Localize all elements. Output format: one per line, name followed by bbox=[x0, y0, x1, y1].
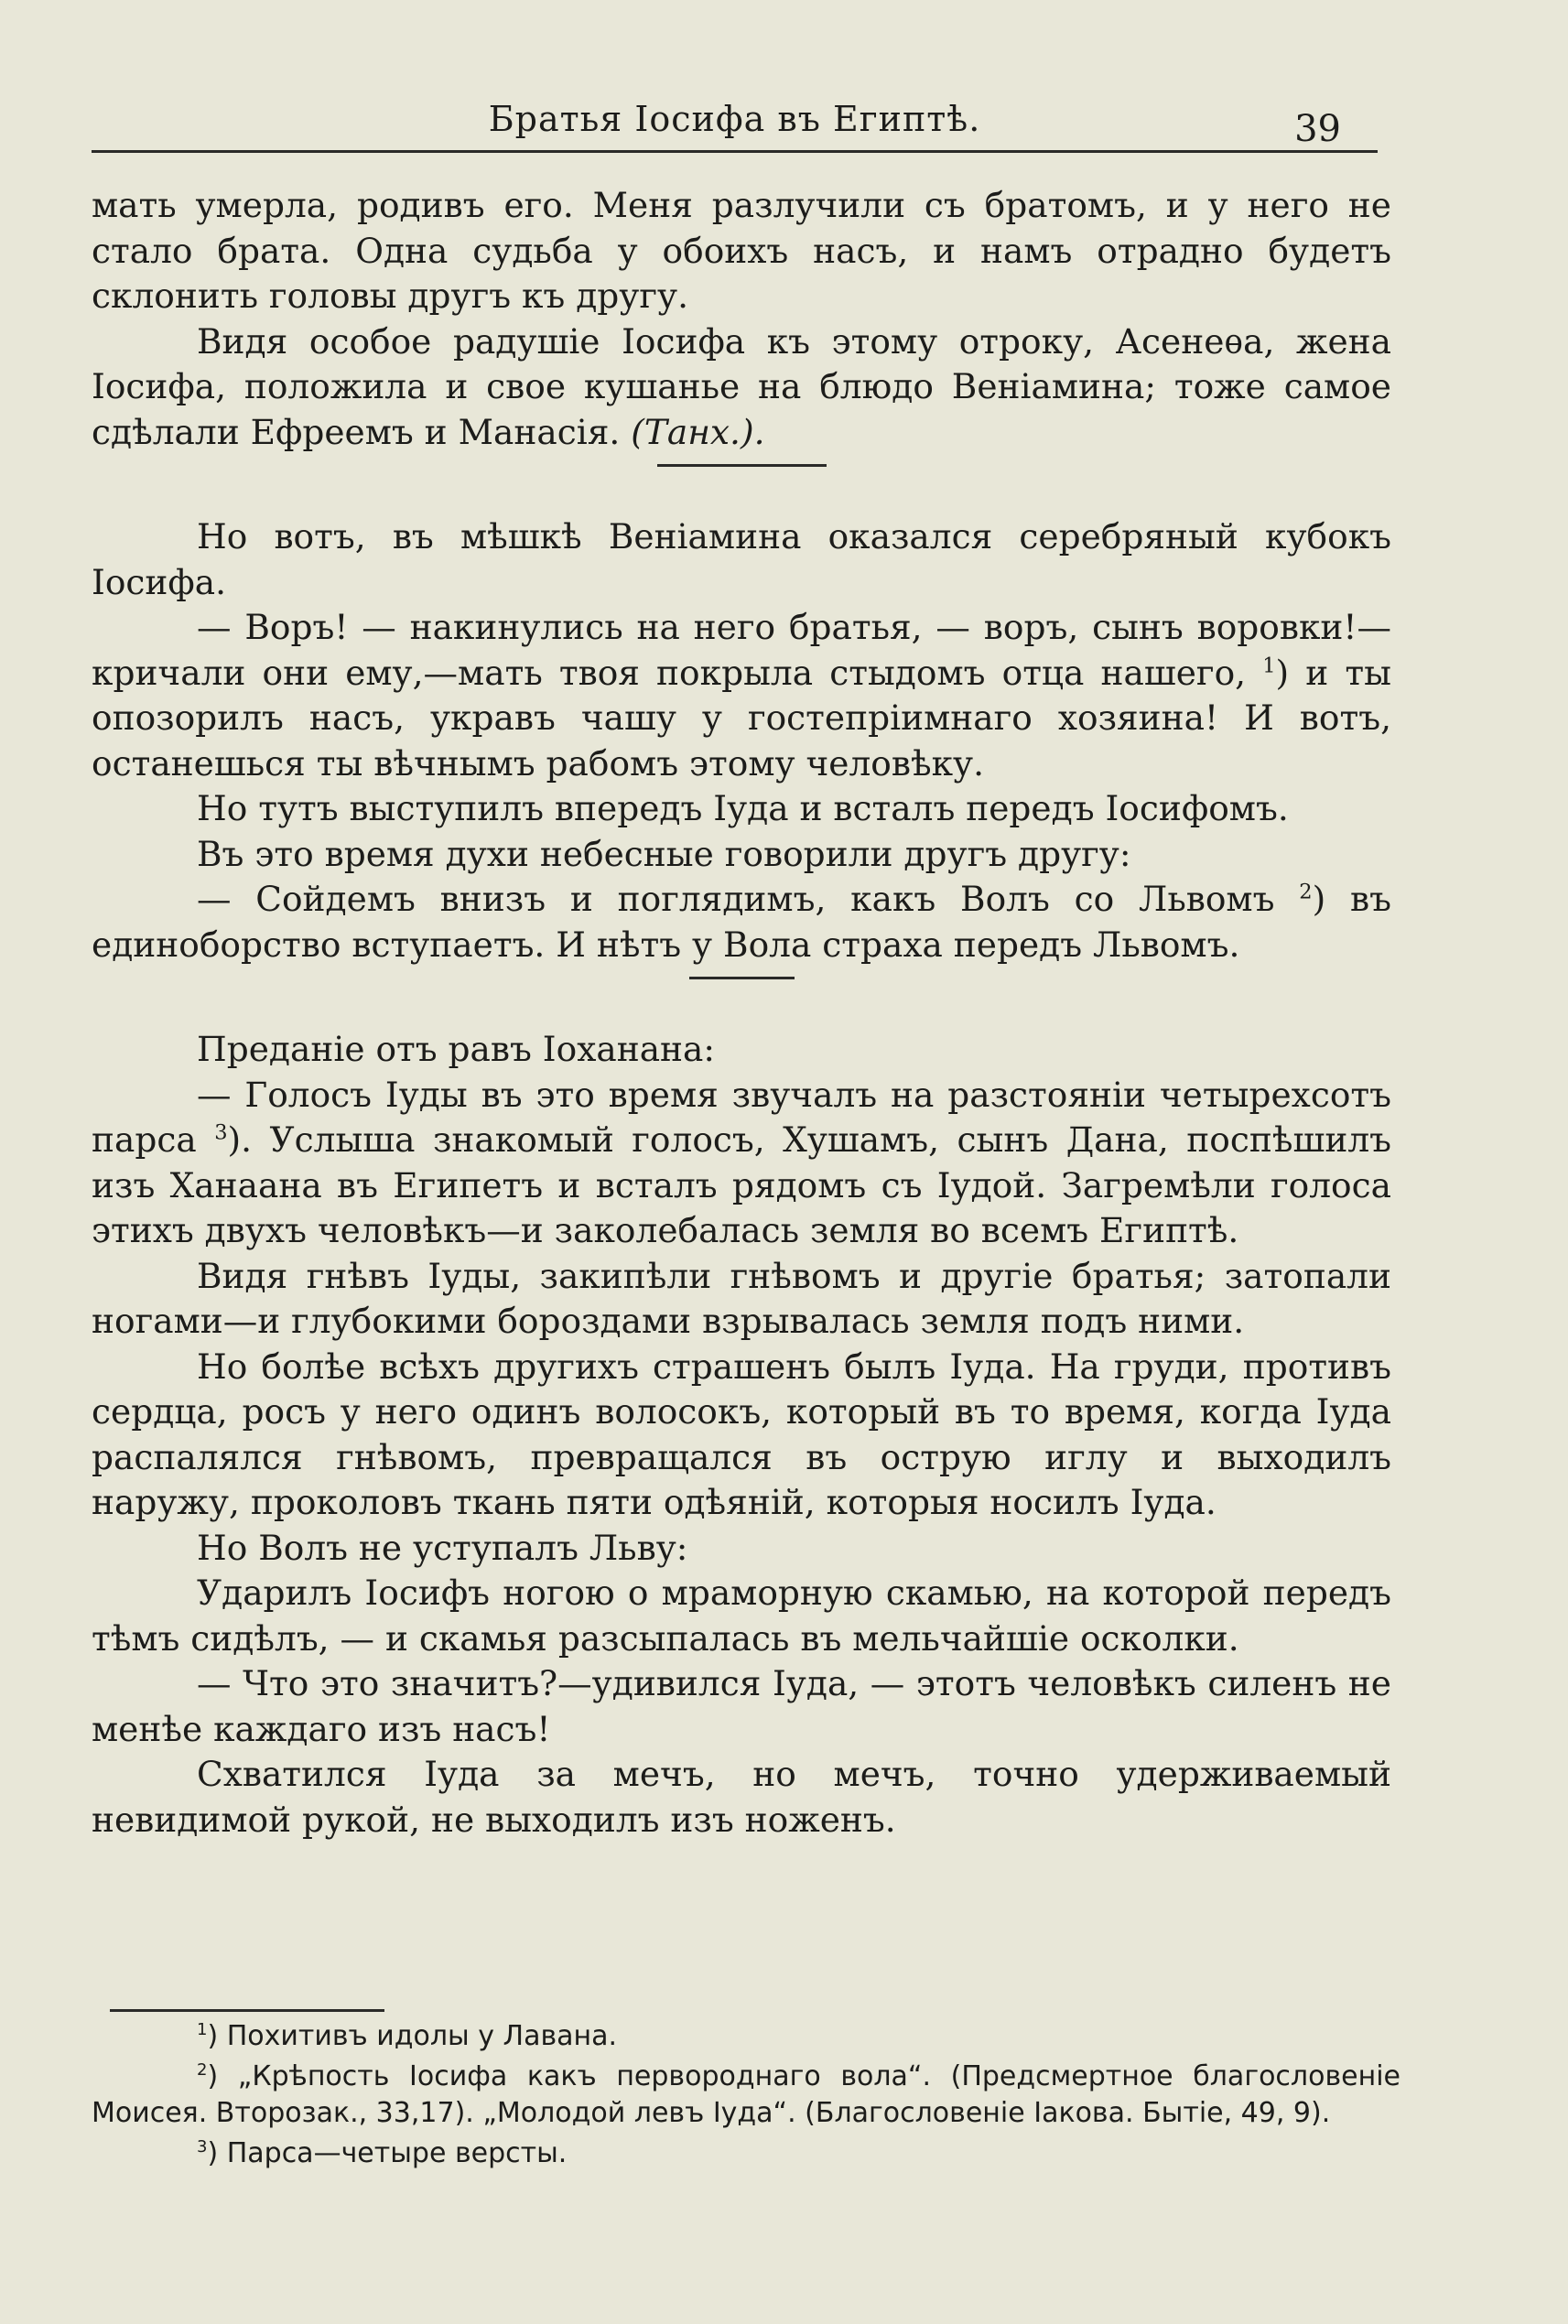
footnote-ref: 3 bbox=[214, 1120, 228, 1145]
paragraph-text: ). Услыша знакомый голосъ, Хушамъ, сынъ Дана, поспѣшилъ изъ Ханаана въ Египетъ и всталъ рядомъ съ Іудой. Загремѣли голоса этихъ двухъ человѣкъ—и заколебалась земля во всемъ Египтѣ. bbox=[92, 1119, 1391, 1250]
footnote-text: Похитивъ идолы у Лавана. bbox=[226, 2020, 618, 2052]
footnote-ref: 2 bbox=[1299, 880, 1313, 904]
paragraph: мать умерла, родивъ его. Меня разлучили съ братомъ, и у него не стало брата. Одна судьба у обоихъ насъ, и намъ отрадно будетъ склонить головы другъ къ другу. bbox=[92, 185, 1391, 316]
paragraph-text: Видя особое радушіе Іосифа къ этому отроку, Асенеѳа, жена Іосифа, положила и свое кушанье на блюдо Веніамина; тоже самое сдѣлали Ефреемъ и Манасія. bbox=[92, 320, 1391, 452]
paragraph: — Сойдемъ внизъ и поглядимъ, какъ Волъ со Львомъ $^2$) въ единоборство вступаетъ. И нѣтъ у Вола страха передъ Львомъ. bbox=[92, 879, 1391, 965]
paragraph: Въ это время духи небесные говорили другъ другу: bbox=[197, 833, 1131, 874]
footnotes bbox=[92, 2018, 1400, 2176]
body-text bbox=[92, 183, 1391, 1843]
paragraph: — Что это значитъ?—удивился Іуда, — этотъ человѣкъ силенъ не менѣе каждаго изъ насъ! bbox=[92, 1663, 1391, 1749]
footnote-text: Парса—четыре версты. bbox=[226, 2137, 568, 2169]
paragraph: Преданіе отъ равъ Іоханана: bbox=[197, 1029, 716, 1069]
section-divider bbox=[657, 464, 827, 467]
section-divider bbox=[689, 977, 795, 979]
footnote: $^2$) „Крѣпость Іосифа какъ первороднаго вола“. (Предсмертное благословеніе Моисея. Второзак., 33,17). „Молодой левъ Іуда“. (Благословеніе Іакова. Бытіе, 49, 9). bbox=[92, 2060, 1400, 2129]
source-attribution: (Танх.). bbox=[631, 411, 765, 452]
paragraph-text: и ты опозорилъ насъ, укравъ чашу у гостепріимнаго хозяина! И вотъ, останешься ты вѣчнымъ рабомъ этому человѣку. bbox=[92, 652, 1391, 784]
paragraph: Но болѣе всѣхъ другихъ страшенъ былъ Іуда. На груди, противъ сердца, росъ у него одинъ волосокъ, который въ то время, когда Іуда распалялся гнѣвомъ, превращался въ острую иглу и выходилъ наружу, проколовъ ткань пяти одѣяній, которыя носилъ Іуда. bbox=[92, 1346, 1391, 1522]
paragraph: Схватился Іуда за мечъ, но мечъ, точно удерживаемый невидимой рукой, не выходилъ изъ ноженъ. bbox=[92, 1754, 1391, 1840]
footnote-rule bbox=[110, 2009, 384, 2012]
paragraph: — Воръ! — накинулись на него братья, — воръ, сынъ воровки!—кричали они ему,—мать твоя покрыла стыдомъ отца нашего, $^1$) и ты опозорилъ насъ, укравъ чашу у гостепріимнаго хозяина! И вотъ, останешься ты вѣчнымъ рабомъ этому человѣку. bbox=[92, 607, 1391, 784]
paragraph: Ударилъ Іосифъ ногою о мраморную скамью, на которой передъ тѣмъ сидѣлъ, — и скамья разсыпалась въ мельчайшіе осколки. bbox=[92, 1573, 1391, 1659]
footnote-text: „Крѣпость Іосифа какъ первороднаго вола“. (Предсмертное благословеніе Моисея. Второзак., 33,17). „Молодой левъ Іуда“. (Благословеніе Іакова. Бытіе, 49, 9). bbox=[92, 2060, 1400, 2129]
footnote-mark: 1 bbox=[197, 2020, 208, 2039]
paragraph: Видя гнѣвъ Іуды, закипѣли гнѣвомъ и другіе братья; затопали ногами—и глубокими бороздами взрывалась земля подъ ними. bbox=[92, 1255, 1391, 1341]
paragraph: Но вотъ, въ мѣшкѣ Веніамина оказался серебряный кубокъ Іосифа. bbox=[92, 516, 1391, 602]
paragraph bbox=[92, 1073, 1391, 1254]
paragraph-text: — Воръ! — накинулись на него братья, — воръ, сынъ воровки!—кричали они ему,—мать твоя покрыла стыдомъ отца нашего, bbox=[92, 607, 1391, 693]
running-title: Братья Іосифа въ Египтѣ. bbox=[488, 99, 981, 139]
header-rule bbox=[92, 150, 1378, 153]
footnote: $^3$) Парса—четыре версты. bbox=[197, 2137, 568, 2169]
page-header bbox=[92, 99, 1378, 150]
paragraph bbox=[92, 319, 1391, 456]
paragraph-text: въ единоборство вступаетъ. И нѣтъ у Вола страха передъ Львомъ. bbox=[92, 879, 1391, 965]
page-number: 39 bbox=[1294, 108, 1341, 150]
footnote-ref: 1 bbox=[1262, 654, 1276, 677]
footnote-mark: 2 bbox=[197, 2060, 208, 2080]
paragraph: Но тутъ выступилъ впередъ Іуда и всталъ передъ Іосифомъ. bbox=[197, 788, 1289, 828]
footnote: $^1$) Похитивъ идолы у Лавана. bbox=[197, 2020, 618, 2052]
footnote-mark: 3 bbox=[197, 2137, 208, 2156]
paragraph-text: — Голосъ Іуды въ это время звучалъ на разстояніи четырехсотъ парса bbox=[92, 1074, 1391, 1160]
paragraph: Но Волъ не уступалъ Льву: bbox=[197, 1527, 688, 1568]
paragraph-text: — Сойдемъ внизъ и поглядимъ, какъ Волъ со Львомъ bbox=[197, 879, 1275, 919]
